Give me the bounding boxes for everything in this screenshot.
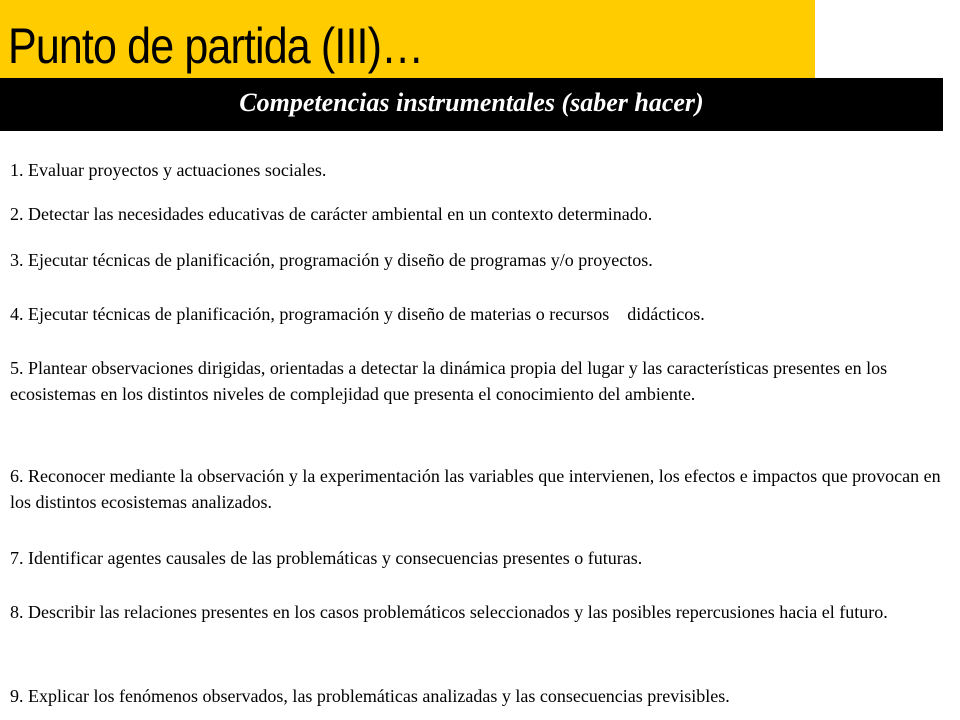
subtitle-bar (0, 78, 943, 131)
competency-item-7: 7. Identificar agentes causales de las problemáticas y consecuencias presentes o futuras. (10, 548, 643, 568)
slide-subtitle: Competencias instrumentales (saber hacer) (239, 88, 704, 117)
competency-item-9: 9. Explicar los fenómenos observados, las problemáticas analizadas y las consecuencias previsibles. (10, 686, 730, 706)
competency-item-6: 6. Reconocer mediante la observación y la experimentación las variables que intervienen, los efectos e impactos que provocan en los distintos ecosistemas analizados. (10, 466, 941, 512)
competency-item-8: 8. Describir las relaciones presentes en los casos problemáticos seleccionados y las posibles repercusiones hacia el futuro. (10, 602, 888, 622)
title-bar (0, 0, 815, 78)
slide-title: Punto de partida (III)… (8, 18, 424, 74)
competency-item-4 (10, 301, 945, 327)
competency-item-2: 2. Detectar las necesidades educativas de carácter ambiental en un contexto determinado. (10, 204, 653, 224)
competency-item-4-end: didácticos. (627, 304, 705, 324)
competency-item-5: 5. Plantear observaciones dirigidas, orientadas a detectar la dinámica propia del lugar y las características presentes en los ecosistemas en los distintos niveles de complejidad que presenta el conocimiento del ambiente. (10, 358, 888, 404)
competency-item-4-main: 4. Ejecutar técnicas de planificación, programación y diseño de materias o recursos (10, 304, 610, 324)
competency-item-3: 3. Ejecutar técnicas de planificación, programación y diseño de programas y/o proyectos. (10, 250, 653, 270)
competency-item-1: 1. Evaluar proyectos y actuaciones sociales. (10, 160, 327, 180)
